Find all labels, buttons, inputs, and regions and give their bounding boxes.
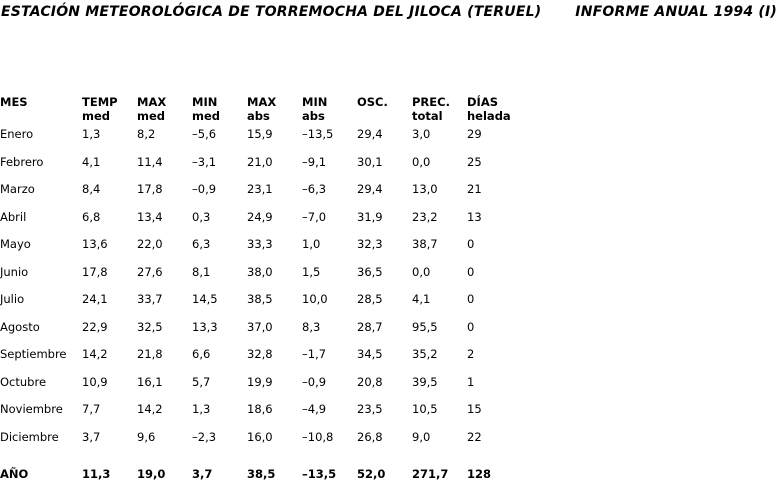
total-value-cell: 128 [467,467,492,481]
value-cell: 23,5 [357,402,383,416]
column-header-line2: med [137,109,166,123]
value-cell: 9,6 [137,429,156,444]
column-header-line2: total [412,109,443,123]
value-cell: 38,5 [247,292,273,306]
month-cell: Agosto [0,319,40,334]
header-row [0,95,527,127]
value-cell: 0 [467,264,475,279]
value-cell: 3,0 [412,127,431,141]
total-value-cell: 38,5 [247,467,276,481]
value-cell: 13,6 [82,237,108,251]
month-cell: Octubre [0,374,47,389]
value-cell: 2 [467,347,475,361]
value-cell: 0,0 [412,264,431,279]
value-cell: 24,1 [82,292,108,306]
value-cell: 38,0 [247,264,273,279]
table-row [0,182,527,210]
column-header-line2: abs [247,109,270,123]
value-cell: 14,2 [82,347,108,361]
column-header-line1: MIN [192,95,218,109]
table-row [0,210,527,238]
column-header-line1: MAX [247,95,277,109]
column-header-line1: MES [0,95,28,109]
value-cell: 36,5 [357,264,383,279]
total-value-cell: 3,7 [192,467,213,481]
value-cell: 1,5 [302,264,321,279]
value-cell: 33,3 [247,237,273,251]
value-cell: 19,9 [247,374,273,389]
value-cell: 21 [467,182,482,196]
value-cell: 0,3 [192,209,211,224]
table-row [0,347,527,375]
total-value-cell: 11,3 [82,467,111,481]
value-cell: 11,4 [137,154,163,169]
value-cell: 9,0 [412,429,431,444]
value-cell: 31,9 [357,209,383,224]
annual-total-row [0,467,527,481]
value-cell: 22,9 [82,319,108,334]
table-row [0,430,527,458]
month-cell: Diciembre [0,429,59,444]
value-cell: 16,1 [137,374,163,389]
value-cell: 16,0 [247,429,273,444]
value-cell: 29,4 [357,182,383,196]
value-cell: 4,1 [412,292,431,306]
value-cell: 32,5 [137,319,163,334]
column-header-line2: med [82,109,111,123]
column-header [82,95,137,127]
value-cell: 30,1 [357,154,383,169]
value-cell: 32,8 [247,347,273,361]
table-row [0,127,527,155]
value-cell: 35,2 [412,347,438,361]
value-cell: 17,8 [137,182,163,196]
month-cell: Marzo [0,182,35,196]
table-row [0,237,527,265]
value-cell: 20,8 [357,374,383,389]
total-value-cell: 271,7 [412,467,449,481]
value-cell: –3,1 [192,154,217,169]
value-cell: 15,9 [247,127,273,141]
table-row [0,402,527,430]
value-cell: –9,1 [302,154,327,169]
value-cell: 13,4 [137,209,163,224]
column-header [137,95,192,127]
report-subtitle: INFORME ANUAL 1994 (I) [575,4,777,20]
value-cell: 6,8 [82,209,101,224]
value-cell: 21,8 [137,347,163,361]
value-cell: 1,3 [82,127,101,141]
value-cell: 5,7 [192,374,211,389]
value-cell: 10,9 [82,374,108,389]
value-cell: 10,5 [412,402,438,416]
report-title: ESTACIÓN METEOROLÓGICA DE TORREMOCHA DEL JILOCA (TERUEL) [1,4,542,20]
value-cell: 14,5 [192,292,218,306]
value-cell: 1 [467,374,475,389]
column-header-line1: OSC. [357,95,388,109]
value-cell: 6,3 [192,237,211,251]
value-cell: 22,0 [137,237,163,251]
value-cell: 4,1 [82,154,101,169]
value-cell: 28,5 [357,292,383,306]
value-cell: –4,9 [302,402,327,416]
column-header-line2: helada [467,109,511,123]
total-value-cell: –13,5 [302,467,337,481]
table-row [0,155,527,183]
value-cell: 33,7 [137,292,163,306]
value-cell: 32,3 [357,237,383,251]
value-cell: 6,6 [192,347,211,361]
month-cell: Noviembre [0,402,63,416]
month-cell: Julio [0,292,25,306]
value-cell: –7,0 [302,209,327,224]
value-cell: 1,3 [192,402,211,416]
value-cell: –0,9 [302,374,327,389]
total-label-cell: AÑO [0,467,29,481]
column-header-line1: MAX [137,95,167,109]
value-cell: –5,6 [192,127,217,141]
value-cell: 27,6 [137,264,163,279]
table-row [0,375,527,403]
value-cell: 0 [467,319,475,334]
climate-table [0,95,527,481]
value-cell: 18,6 [247,402,273,416]
table-body [0,127,527,457]
value-cell: 29,4 [357,127,383,141]
value-cell: 28,7 [357,319,383,334]
total-value-cell: 52,0 [357,467,386,481]
column-header [412,95,467,127]
table-row [0,265,527,293]
value-cell: –1,7 [302,347,327,361]
value-cell: 8,2 [137,127,156,141]
value-cell: 0,0 [412,154,431,169]
month-cell: Septiembre [0,347,67,361]
column-header [0,95,82,127]
month-cell: Mayo [0,237,31,251]
value-cell: 26,8 [357,429,383,444]
value-cell: 8,1 [192,264,211,279]
value-cell: 7,7 [82,402,101,416]
value-cell: –13,5 [302,127,334,141]
column-header-line1: MIN [302,95,328,109]
value-cell: 38,7 [412,237,438,251]
value-cell: 25 [467,154,482,169]
value-cell: 95,5 [412,319,438,334]
value-cell: 23,1 [247,182,273,196]
value-cell: 37,0 [247,319,273,334]
value-cell: 29 [467,127,482,141]
value-cell: 8,4 [82,182,101,196]
column-header [302,95,357,127]
value-cell: 21,0 [247,154,273,169]
table-row [0,320,527,348]
table-row [0,292,527,320]
value-cell: 34,5 [357,347,383,361]
value-cell: –10,8 [302,429,334,444]
value-cell: 10,0 [302,292,328,306]
column-header [467,95,527,127]
month-cell: Abril [0,209,27,224]
month-cell: Junio [0,264,29,279]
value-cell: 23,2 [412,209,438,224]
value-cell: 8,3 [302,319,321,334]
column-header [247,95,302,127]
column-header-line2: abs [302,109,325,123]
value-cell: 13,3 [192,319,218,334]
column-header [192,95,247,127]
value-cell: 0 [467,237,475,251]
column-header [357,95,412,127]
value-cell: 13 [467,209,482,224]
month-cell: Enero [0,127,34,141]
table-header [0,95,527,127]
value-cell: 24,9 [247,209,273,224]
total-value-cell: 19,0 [137,467,166,481]
value-cell: 1,0 [302,237,321,251]
value-cell: 13,0 [412,182,438,196]
month-cell: Febrero [0,154,44,169]
value-cell: 14,2 [137,402,163,416]
column-header-line1: PREC. [412,95,450,109]
value-cell: 0 [467,292,475,306]
value-cell: –6,3 [302,182,327,196]
column-header-line2: med [192,109,221,123]
value-cell: –2,3 [192,429,217,444]
value-cell: 17,8 [82,264,108,279]
table-footer [0,457,527,481]
column-header-line1: TEMP [82,95,118,109]
value-cell: 22 [467,429,482,444]
value-cell: –0,9 [192,182,217,196]
value-cell: 15 [467,402,482,416]
value-cell: 39,5 [412,374,438,389]
value-cell: 3,7 [82,429,101,444]
column-header-line1: DÍAS [467,95,499,109]
